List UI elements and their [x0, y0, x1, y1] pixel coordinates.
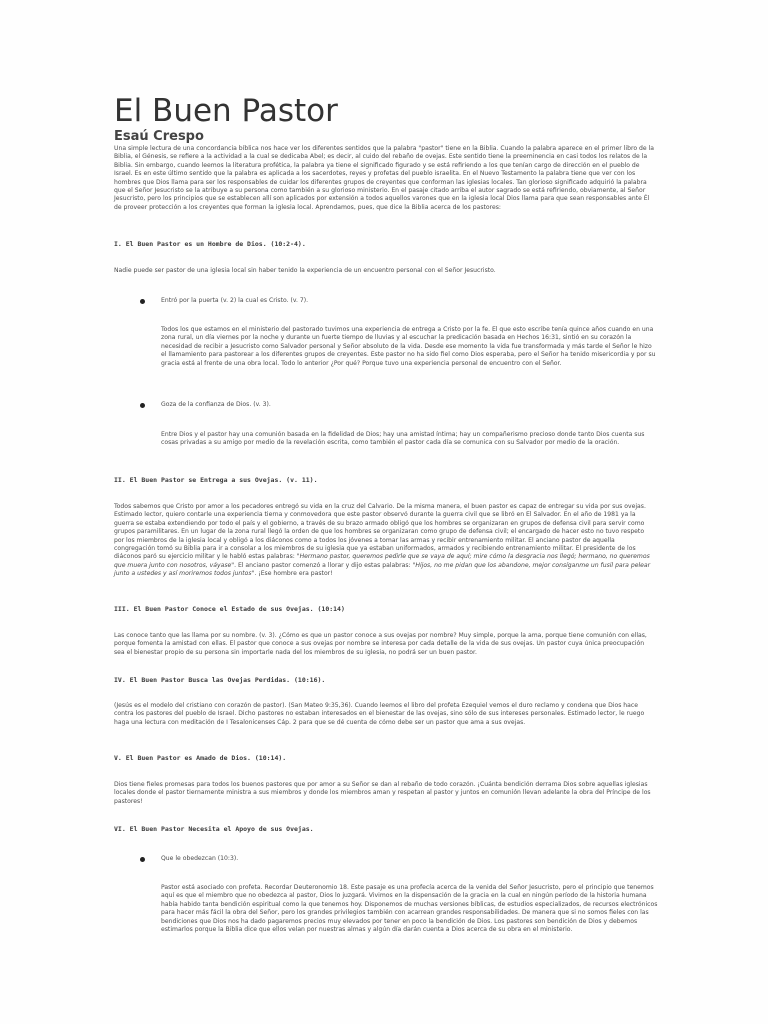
section-4-text: (Jesús es el modelo del cristiano con corazón de pastor). (San Mateo 9:35,36). Cuando leemos el libro del profeta Ezequiel vemos el duro reclamo y condena que Dios hace contra los pastores del pueblo de Israel. Dicho pastores no estaban interesados en el bienestar de las ovejas, sino sólo de sus intereses personales. Estimado lector, le ruego haga una lectura con meditación de I Tesalonicenses Cáp. 2 para que se dé cuenta de cómo debe ser un pastor que ama a sus ovejas.	[114, 702, 645, 726]
bullet-text: Goza de la confianza de Dios. (v. 3).	[161, 401, 271, 408]
section-2-heading: II. El Buen Pastor se Entrega a sus Ovejas. (v. 11).	[114, 476, 318, 484]
section-1-heading: I. El Buen Pastor es un Hombre de Dios. (10:2-4).	[114, 240, 306, 248]
section-2-paragraph	[114, 503, 654, 579]
author-name: Esaú Crespo	[114, 129, 204, 144]
section-3-heading: III. El Buen Pastor Conoce el Estado de sus Ovejas. (10:14)	[114, 605, 345, 613]
section-6-heading: VI. El Buen Pastor Necesita el Apoyo de sus Ovejas.	[114, 825, 314, 833]
section-5-heading: V. El Buen Pastor es Amado de Dios. (10:14).	[114, 754, 287, 762]
section-5-text: Dios tiene fieles promesas para todos los buenos pastores que por amor a su Señor se dan al rebaño de todo corazón. ¡Cuánta bendición derrama Dios sobre aquellas iglesias locales donde el pastor tiernamente ministra a sus miembros y donde los miembros aman y respetan al pastor y juntos en comunión llevan adelante la obra del Príncipe de los pastores!	[114, 781, 651, 805]
intro-paragraph: Una simple lectura de una concordancia bíblica nos hace ver los diferentes sentidos que la palabra "pastor" tiene en la Biblia. Cuando la palabra aparece en el primer libro de la Biblia, el Génesis, se refiere a la actividad a la cual se dedicaba Abel; es decir, al cuido del rebaño de ovejas. Este sentido tiene la preeminencia en casi todos los relatos de la Biblia. Sin embargo, cuando leemos la literatura profética, la palabra ya tiene el significado figurado y se está refiriendo a los que tenían cargo de dirección en el pueblo de Israel. Es en este último sentido que la palabra es aplicada a los sacerdotes, reyes y profetas del pueblo israelita. En el Nuevo Testamento la palabra tiene que ver con los hombres que Dios llama para ser los responsables de cuidar los diferentes grupos de creyentes que conforman las iglesias locales. Tan glorioso significado adquirió la palabra que el Señor Jesucristo se la atribuye a su persona como también a su glorioso ministerio. En el pasaje citado arriba el autor sagrado se está refiriendo, obviamente, al Señor Jesucristo, pero los principios que se establecen allí son aplicados por extensión a todos aquellos varones que en la iglesia local Dios llama para que sean responsables ante Él de proveer protección a los creyentes que forman la iglesia local. Aprendamos, pues, que dice la Biblia acerca de los pastores:	[114, 145, 654, 211]
section-2-text-end: . ¡Ese hombre era pastor!	[254, 570, 333, 578]
section-4-heading: IV. El Buen Pastor Busca las Ovejas Perdidas. (10:16).	[114, 676, 326, 684]
bullet-dot-icon	[140, 403, 145, 408]
page-title: El Buen Pastor	[114, 93, 338, 129]
bullet-text: Que le obedezcan (10:3).	[161, 855, 239, 862]
section-1-text-2: Entre Dios y el pastor hay una comunión basada en la fidelidad de Dios; hay una amistad íntima; hay un compañerismo precioso donde tanto Dios cuenta sus cosas privadas a su amigo por medio de la revelación escrita, como también el pastor cada día se comunica con su Salvador por medio de la oración.	[161, 431, 645, 447]
section-3-text: Las conoce tanto que las llama por su nombre. (v. 3). ¿Cómo es que un pastor conoce a sus ovejas por nombre? Muy simple, porque la ama, porque tiene comunión con ellas, porque fomenta la amistad con ellas. El pastor que conoce a sus ovejas por nombre se interesa por cada detalle de la vida de sus ovejas. Un pastor cuya única preocupación sea el bienestar propio de su persona sin importarle nada del los miembros de su iglesia, no podrá ser un buen pastor.	[114, 632, 647, 656]
section-2-quote-1: "Hermano pastor, queremos pedirle que se vaya de aquí; mire cómo la desgracia nos llegó; hermano, no queremos que muera junto con nosotros, váyase"	[114, 553, 650, 569]
section-1-lead: Nadie puede ser pastor de una iglesia local sin haber tenido la experiencia de un encuentro personal con el Señor Jesucristo.	[114, 267, 496, 274]
bullet-dot-icon	[140, 857, 145, 862]
bullet-text: Entró por la puerta (v. 2) la cual es Cristo. (v. 7).	[161, 297, 309, 304]
bullet-dot-icon	[140, 299, 145, 304]
section-1-text-1: Todos los que estamos en el ministerio del pastorado tuvimos una experiencia de entrega a Cristo por la fe. El que esto escribe tenía quince años cuando en una zona rural, un día viernes por la noche y durante un fuerte tiempo de lluvias y al escuchar la predicación basada en Hechos 16:31, sintió en su corazón la necesidad de recibir a Jesucristo como Salvador personal y Señor absoluto de la vida. Desde ese momento la vida fue transformada y más tarde el Señor le hizo el llamamiento para pastorear a los diferentes grupos de creyentes. Este pastor no ha sido fiel como Dios esperaba, pero el Señor ha tenido misericordia y por su gracia está al frente de una obra local. Todo lo anterior ¿Por qué? Porque tuvo una experiencia personal de encuentro con el Señor.	[161, 326, 656, 367]
section-2-text-start: Todos sabemos que Cristo por amor a los pecadores entregó su vida en la cruz del Calvario. De la misma manera, el buen pastor es capaz de entregar su vida por sus ovejas. Estimado lector, quiero contarle una experiencia tierna y conmovedora que este pastor observó durante la guerra civil que se libró en El Salvador. En el año de 1981 ya la guerra se estaba extendiendo por todo el país y el gobierno, a través de su brazo armado obligó que los hombres se organizaran en grupos de defensa civil para servir como grupos paramilitares. En un lugar de la zona rural llegó la orden de que los hombres se organizaran como grupo de defensa civil; el encargado de hacer esto no tuvo respeto por los miembros de la iglesia local y obligó a los diáconos como a todos los jóvenes a tomar las armas y recibir entrenamiento militar. El anciano pastor de aquella congregación tomó su Biblia para ir a consolar a los miembros de su iglesia que ya estaban uniformados, armados y recibiendo entrenamiento militar. El presidente de los diáconos paró su ejercicio militar y le habló estas palabras:	[114, 503, 646, 561]
section-6-text-1: Pastor está asociado con profeta. Recordar Deuteronomio 18. Este pasaje es una profecía acerca de la venida del Señor Jesucristo, pero el principio que tenemos aquí es que el miembro que no obedezca al pastor, Dios lo juzgará. Vivimos en la dispensación de la gracia en la cual en ningún período de la historia humana había habido tanta bendición espiritual como la que tenemos hoy. Disponemos de muchas versiones bíblicas, de estudios especializados, de recursos electrónicos para hacer más fácil la obra del Señor, pero los grandes privilegios también con acarrean grandes responsabilidades. De manera que si no somos fieles con las bendiciones que Dios nos ha dado pagaremos precios muy elevados por tener en poco la bendición de Dios. Los pastores son bendición de Dios y debemos estimarlos porque la Biblia dice que ellos velan por nuestras almas y algún día darán cuenta a Dios acerca de su obra en el ministerio.	[161, 884, 658, 934]
section-2-text-mid: . El anciano pastor comenzó a llorar y dijo estas palabras:	[234, 561, 413, 569]
section-2-quote-2: "Hijos, no me pidan que los abandone, mejor consíganme un fusil para pelear junto a ustedes y así moriremos todos juntos"	[114, 561, 651, 578]
